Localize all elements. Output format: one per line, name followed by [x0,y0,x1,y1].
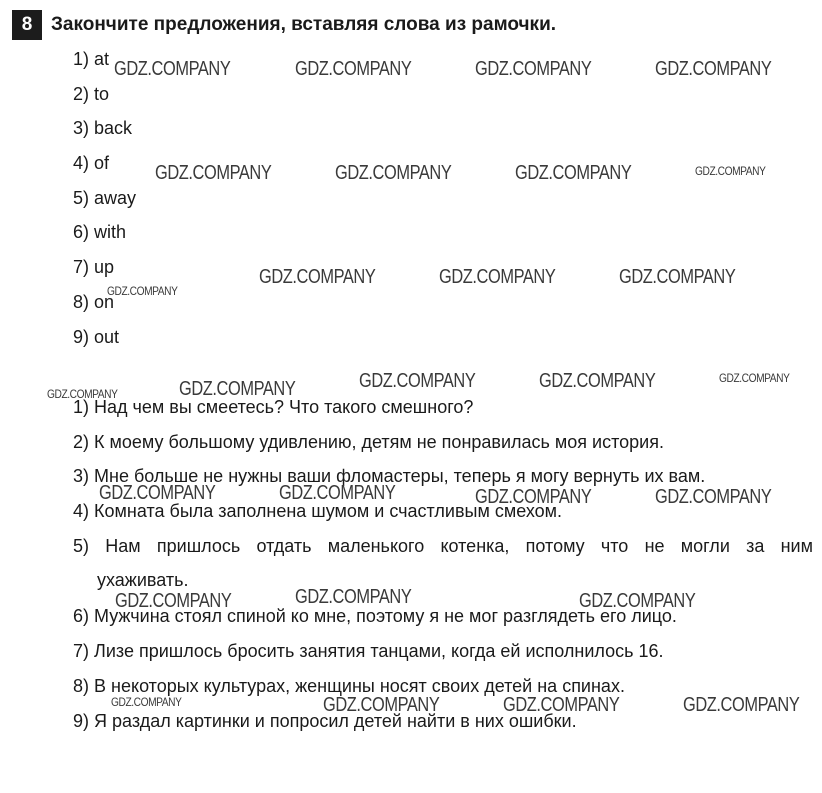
watermark-text: GDZ.COMPANY [359,370,476,392]
watermark-text: GDZ.COMPANY [99,482,216,504]
sentence-item: 8) В некоторых культурах, женщины носят своих детей на спинах. [73,676,625,696]
word-item: 4) of [73,153,110,173]
word-item: 8) on [73,292,115,312]
watermark-text: GDZ.COMPANY [335,162,452,184]
watermark-text: GDZ.COMPANY [179,378,296,400]
watermark-text: GDZ.COMPANY [111,695,182,709]
sentence-item: 6) Мужчина стоял спиной ко мне, поэтому я не мог разглядеть его лицо. [73,606,677,626]
exercise-header [12,9,556,41]
watermark-text: GDZ.COMPANY [719,371,790,385]
watermark-text: GDZ.COMPANY [47,387,118,401]
watermark-text: GDZ.COMPANY [655,58,772,80]
word-item: 3) back [73,118,133,138]
watermark-text: GDZ.COMPANY [439,266,556,288]
watermark-text: GDZ.COMPANY [515,162,632,184]
word-item: 9) out [73,327,120,347]
watermark-text: GDZ.COMPANY [295,58,412,80]
watermark-text: GDZ.COMPANY [655,486,772,508]
watermark-text: GDZ.COMPANY [107,284,178,298]
sentence-item: 9) Я раздал картинки и попросил детей найти в них ошибки. [73,711,577,731]
word-item: 5) away [73,188,137,208]
exercise-number-badge: 8 [12,10,42,40]
watermark-text: GDZ.COMPANY [695,164,766,178]
watermark-text: GDZ.COMPANY [279,482,396,504]
watermark-text: GDZ.COMPANY [259,266,376,288]
watermark-text: GDZ.COMPANY [155,162,272,184]
watermark-text: GDZ.COMPANY [475,486,592,508]
word-item: 2) to [73,84,110,104]
exercise-title: Закончите предложения, вставляя слова из рамочки. [51,14,557,35]
watermark-text: GDZ.COMPANY [619,266,736,288]
watermark-text: GDZ.COMPANY [295,586,412,608]
watermark-text: GDZ.COMPANY [539,370,656,392]
sentence-item: 4) Комната была заполнена шумом и счастливым смехом. [73,501,563,521]
word-item: 1) at [73,49,110,69]
watermark-text: GDZ.COMPANY [503,694,620,716]
sentence-item: 5) Нам пришлось отдать маленького котенка, потому что не могли за ним ухаживать. [73,536,813,590]
watermark-text: GDZ.COMPANY [475,58,592,80]
sentence-item: 2) К моему большому удивлению, детям не понравилась моя история. [73,432,664,452]
word-item: 7) up [73,257,115,277]
watermark-text: GDZ.COMPANY [579,590,696,612]
sentence-item: 1) Над чем вы смеетесь? Что такого смешного? [73,397,474,417]
watermark-text: GDZ.COMPANY [683,694,800,716]
watermark-text: GDZ.COMPANY [114,58,231,80]
sentence-item: 7) Лизе пришлось бросить занятия танцами, когда ей исполнилось 16. [73,641,664,661]
sentence-item: 3) Мне больше не нужны ваши фломастеры, теперь я могу вернуть их вам. [73,466,706,486]
word-item: 6) with [73,222,127,242]
watermark-text: GDZ.COMPANY [323,694,440,716]
watermark-text: GDZ.COMPANY [115,590,232,612]
